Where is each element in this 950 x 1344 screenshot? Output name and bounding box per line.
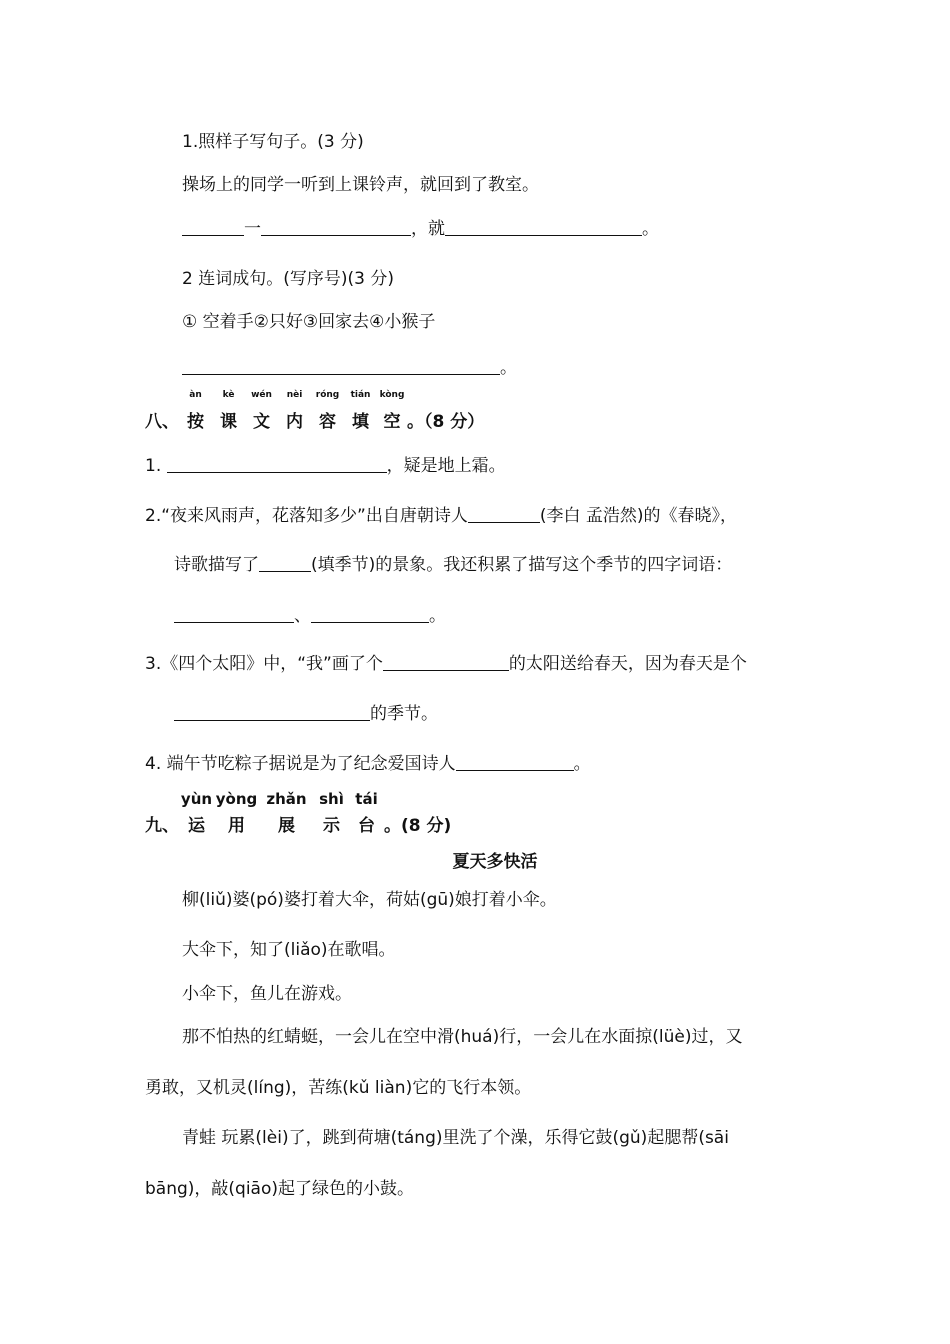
answer-blank[interactable] <box>259 555 311 572</box>
ruby-char: tái 台 <box>355 790 378 836</box>
answer-blank[interactable] <box>456 754 574 771</box>
answer-blank[interactable] <box>383 654 509 671</box>
answer-blank[interactable] <box>468 506 540 523</box>
ruby-char: tián 填 <box>350 390 371 432</box>
passage-p2: 大伞下，知了(liǎo)在歌唱。 <box>182 940 396 960</box>
q8-4: 4. 端午节吃粽子据说是为了纪念爱国诗人 。 <box>145 754 591 774</box>
q8-2-line-2: 诗歌描写了 (填季节)的景象。我还积累了描写这个季节的四字词语： <box>174 555 733 575</box>
ruby-char: zhǎn 展 <box>266 790 307 836</box>
q7-2-answer-line: 。 <box>182 358 517 378</box>
q8-3-line-2: 的季节。 <box>174 704 438 724</box>
answer-blank[interactable] <box>261 219 411 236</box>
passage-p4-line-2: 勇敢，又机灵(líng)，苦练(kǔ liàn)它的飞行本领。 <box>145 1078 532 1098</box>
q8-2-line-3: 、 。 <box>174 606 446 626</box>
passage-p5-line-1: 青蛙 玩累(lèi)了，跳到荷塘(táng)里洗了个澡，乐得它鼓(gǔ)起腮帮(sāi <box>182 1128 729 1148</box>
answer-blank[interactable] <box>167 456 387 473</box>
q8-3-line-1: 3.《四个太阳》中，“我”画了个 的太阳送给春天，因为春天是个 <box>145 654 747 674</box>
q7-1-example: 操场上的同学一听到上课铃声，就回到了教室。 <box>182 175 539 195</box>
q8-1: 1. ，疑是地上霜。 <box>145 456 506 476</box>
answer-blank[interactable] <box>182 219 244 236</box>
answer-blank[interactable] <box>182 358 500 375</box>
answer-blank[interactable] <box>311 606 429 623</box>
q7-1-fill-line: 一 ，就 。 <box>182 219 659 239</box>
passage-p5-line-2: bāng)，敲(qiāo)起了绿色的小鼓。 <box>145 1179 415 1199</box>
ruby-char: róng 容 <box>315 390 340 432</box>
connector-jiu: ，就 <box>411 219 445 239</box>
ruby-char: nèi 内 <box>286 390 303 432</box>
ruby-char: yùn 运 <box>180 790 213 836</box>
passage-p4-line-1: 那不怕热的红蜻蜓，一会儿在空中滑(huá)行，一会儿在水面掠(lüè)过，又 <box>182 1027 743 1047</box>
connector-yi: 一 <box>244 219 261 239</box>
passage-p3: 小伞下，鱼儿在游戏。 <box>182 984 352 1004</box>
ruby-char: kòng 空 <box>379 390 405 432</box>
ruby-char: yòng 用 <box>215 790 258 836</box>
ruby-char: àn 按 <box>187 390 204 432</box>
passage-p1: 柳(liǔ)婆(pó)婆打着大伞，荷姑(gū)娘打着小伞。 <box>182 890 557 910</box>
ruby-char: shì 示 <box>319 790 344 836</box>
section-9-heading: 九、 yùn 运 yòng 用 zhǎn 展 shì 示 tái 台 。(8 分) <box>145 790 452 836</box>
q7-1-title: 1.照样子写句子。(3 分) <box>182 132 364 152</box>
section-8-heading: 八、 àn 按 kè 课 wén 文 nèi 内 róng 容 tián 填 kòng 空 。（8 分） <box>145 390 485 432</box>
answer-blank[interactable] <box>445 219 642 236</box>
passage-title: 夏天多快活 <box>452 852 538 872</box>
answer-blank[interactable] <box>174 606 294 623</box>
q7-2-title: 2 连词成句。(写序号)(3 分) <box>182 269 394 289</box>
ruby-char: wén 文 <box>251 390 272 432</box>
ruby-char: kè 课 <box>220 390 237 432</box>
answer-blank[interactable] <box>174 704 370 721</box>
q7-2-words: ① 空着手②只好③回家去④小猴子 <box>182 312 436 332</box>
q8-2-line-1: 2.“夜来风雨声，花落知多少”出自唐朝诗人 (李白 孟浩然)的《春晓》， <box>145 506 738 526</box>
